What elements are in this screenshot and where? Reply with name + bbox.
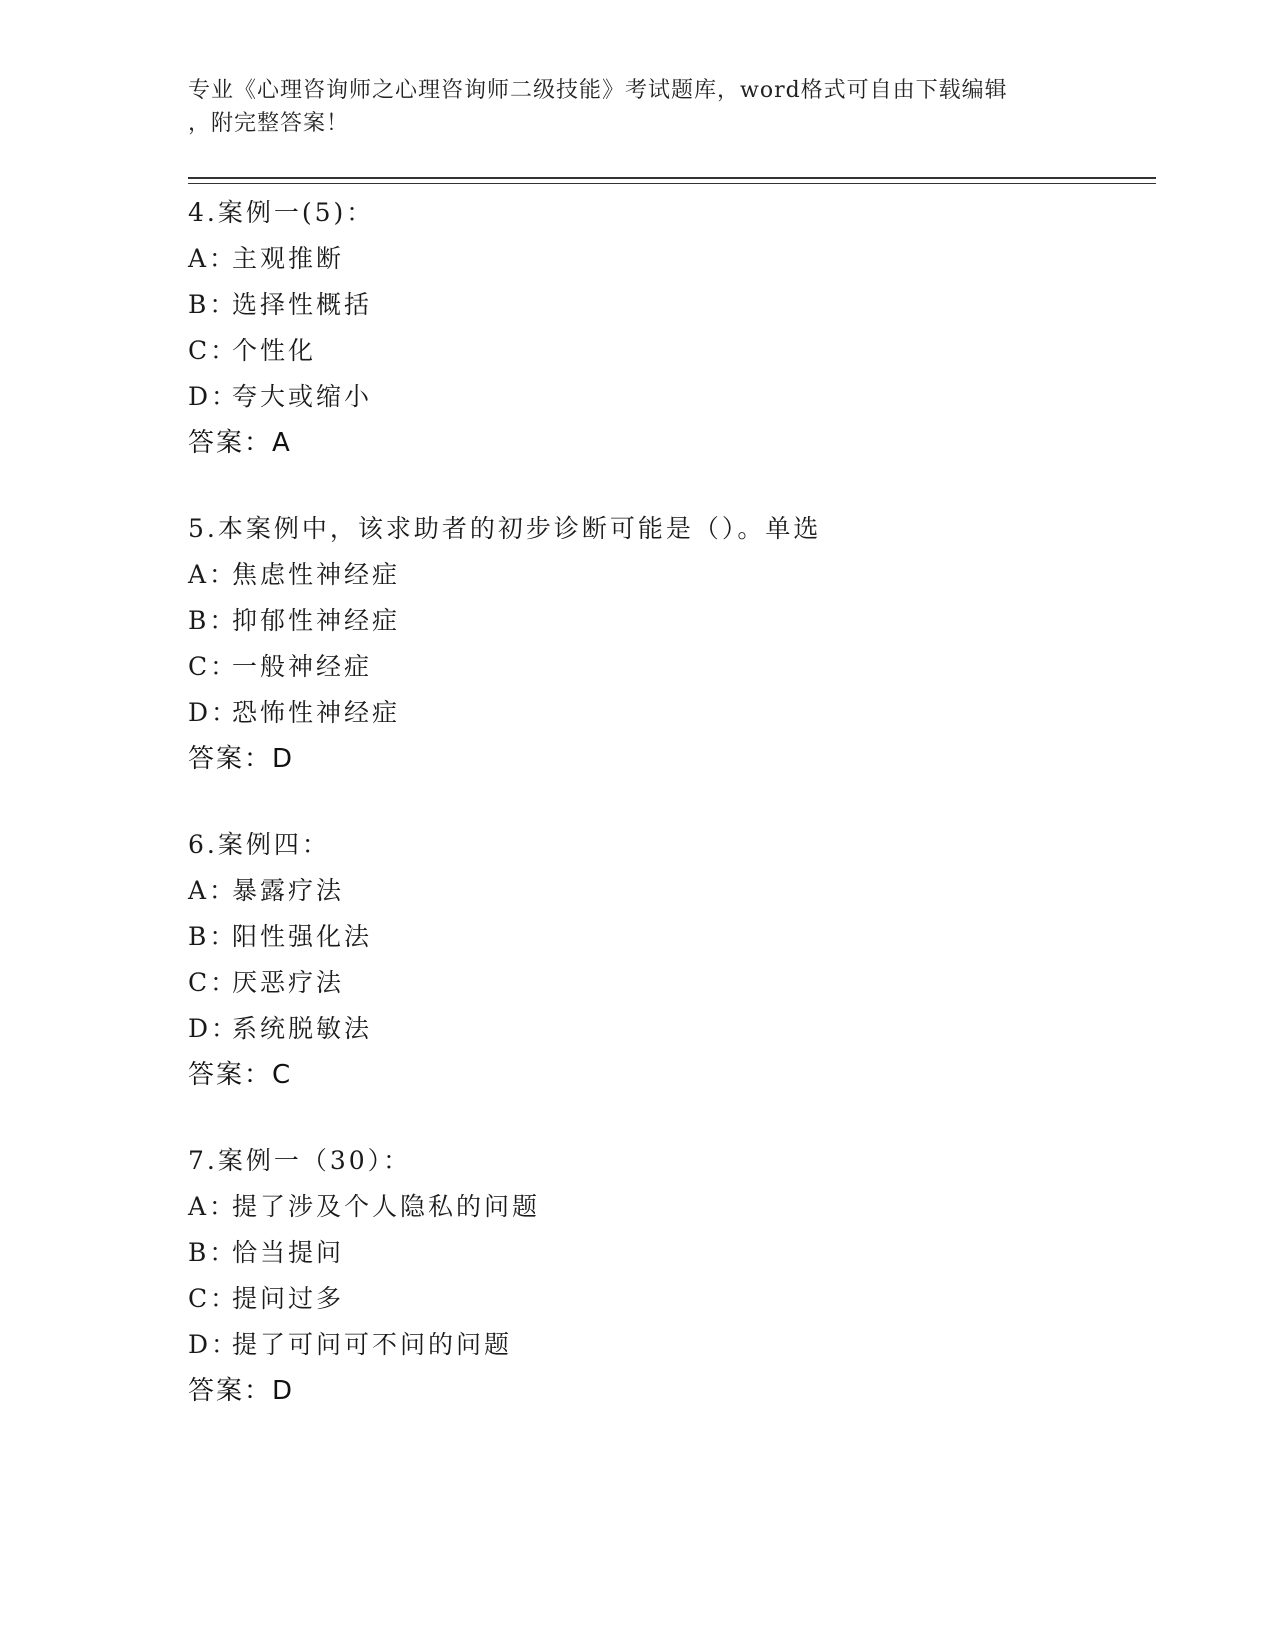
option-text: 焦虑性神经症 [232,560,401,589]
question-item [188,1138,1148,1414]
option-a [188,1184,1148,1230]
option-text: 抑郁性神经症 [232,606,401,635]
option-text: 个性化 [232,336,317,365]
option-text: 选择性概括 [232,290,373,319]
option-key: A： [188,1192,238,1221]
option-b [188,598,1148,644]
option-key: C： [188,336,239,365]
option-a [188,868,1148,914]
answer-line: 答案：A [188,428,292,458]
option-a [188,236,1148,282]
answer-line: 答案：C [188,1060,293,1090]
option-text: 厌恶疗法 [232,968,345,997]
option-text: 一般神经症 [232,652,373,681]
option-key: D： [188,1330,240,1359]
question-list [188,190,1148,1454]
option-key: C： [188,968,239,997]
option-text: 提问过多 [232,1284,345,1313]
option-c [188,1276,1148,1322]
header-divider-thick [188,177,1156,179]
question-item [188,190,1148,466]
option-text: 提了涉及个人隐私的问题 [232,1192,541,1221]
question-stem: 7.案例一（30）： [188,1146,412,1175]
option-text: 恰当提问 [232,1238,345,1267]
header-divider-thin [188,183,1156,184]
option-d [188,374,1148,420]
header-line-1: 专业《心理咨询师之心理咨询师二级技能》考试题库，word格式可自由下载编辑 [188,78,1008,103]
question-stem: 6.案例四： [188,830,330,859]
option-key: D： [188,382,240,411]
option-text: 阳性强化法 [232,922,373,951]
option-b [188,282,1148,328]
option-text: 夸大或缩小 [232,382,373,411]
option-b [188,914,1148,960]
option-text: 系统脱敏法 [232,1014,373,1043]
option-text: 主观推断 [232,244,345,273]
option-key: B： [188,922,238,951]
option-text: 恐怖性神经症 [232,698,401,727]
option-key: B： [188,1238,238,1267]
option-d [188,690,1148,736]
option-key: C： [188,652,239,681]
answer-line: 答案：D [188,1376,295,1406]
option-key: D： [188,1014,240,1043]
header-line-2: ，附完整答案！ [188,111,350,136]
option-text: 提了可问可不问的问题 [232,1330,513,1359]
option-a [188,552,1148,598]
answer-line: 答案：D [188,744,295,774]
option-key: B： [188,290,238,319]
option-text: 暴露疗法 [232,876,345,905]
option-c [188,960,1148,1006]
option-d [188,1322,1148,1368]
question-item [188,506,1148,782]
question-stem: 5.本案例中，该求助者的初步诊断可能是（）。单选 [188,514,822,543]
option-key: B： [188,606,238,635]
option-c [188,328,1148,374]
option-d [188,1006,1148,1052]
question-item [188,822,1148,1098]
option-key: A： [188,560,238,589]
option-key: C： [188,1284,239,1313]
question-stem: 4.案例一(5)： [188,198,375,227]
option-b [188,1230,1148,1276]
option-key: A： [188,876,238,905]
option-c [188,644,1148,690]
document-header [188,74,1088,140]
option-key: D： [188,698,240,727]
option-key: A： [188,244,238,273]
